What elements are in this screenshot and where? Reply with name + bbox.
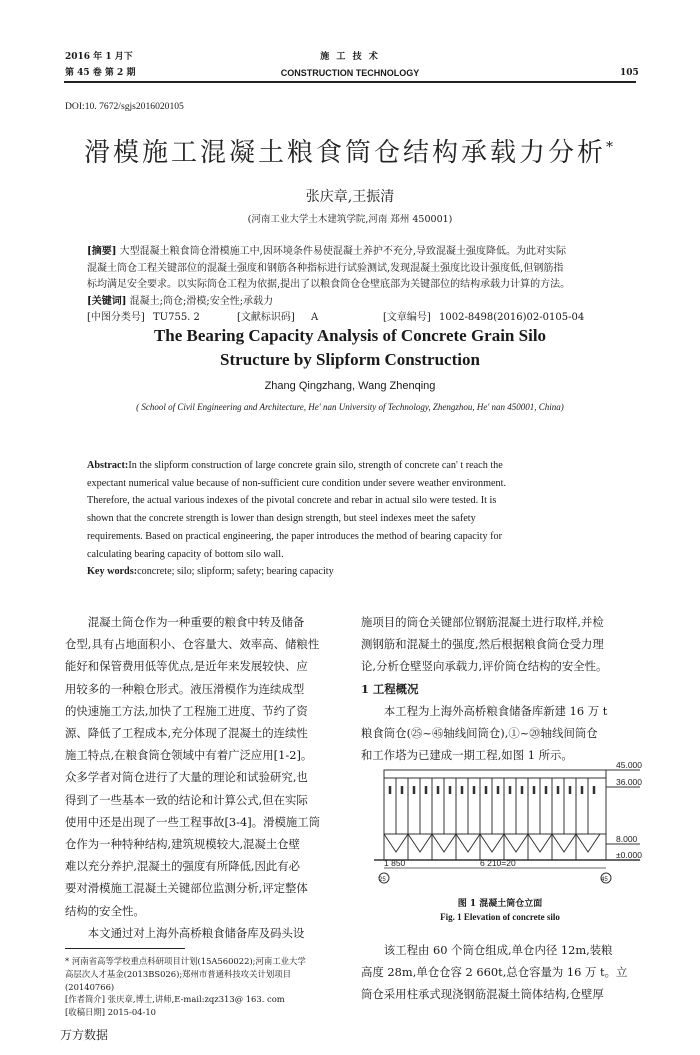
- abstract-en-label: Abstract:: [87, 460, 129, 471]
- figure-caption-en: Fig. 1 Elevation of concrete silo: [440, 912, 560, 922]
- body-line: 仓作为一种特种结构,建筑规模较大,混凝土仓壁: [65, 837, 301, 852]
- affiliation-en: ( School of Civil Engineering and Architecture, He' nan University of Technology, Zhengzhou, He' nan 450001, China): [136, 402, 564, 412]
- body-line: 众多学者对筒仓进行了大量的理论和试验研究,也: [65, 770, 308, 785]
- section-heading: 1 工程概况: [361, 681, 419, 696]
- title-en-line2: Structure by Slipform Construction: [220, 350, 480, 369]
- body-line: 测钢筋和混凝土的强度,然后根据粮食筒仓受力理: [361, 637, 604, 652]
- body-line: 的快速施工方法,加快了工程施工进度、节约了资: [65, 703, 308, 718]
- class-number: TU755. 2: [153, 312, 200, 323]
- axis-label-left: 25: [379, 877, 386, 883]
- page-number: 105: [620, 68, 639, 78]
- class-number-label: [中图分类号]: [87, 312, 145, 323]
- body-line: 使用中还是出现了一些工程事故[3-4]。滑模施工筒: [65, 814, 321, 829]
- body-line: 能好和保管费用低等优点,是近年来发展较快、应: [65, 659, 308, 674]
- body-line: 本文通过对上海外高桥粮食储备库及码头设: [87, 925, 305, 940]
- figure-caption-cn: 图 1 混凝土筒仓立面: [457, 899, 543, 909]
- silo-body: [384, 778, 606, 834]
- keywords-en: concrete; silo; slipform; safety; bearing capacity: [137, 566, 334, 578]
- doc-code-label: [文献标识码]: [237, 312, 295, 323]
- body-line: 该工程由 60 个筒仓组成,单仓内径 12m,装粮: [383, 943, 613, 957]
- footnote-rule: [65, 948, 185, 949]
- keywords-cn: 混凝土;筒仓;滑模;安全性;承载力: [129, 295, 274, 307]
- body-right-top: [361, 611, 639, 766]
- abstract-en-line: expectant numerical value because of non-sufficient cure condition under severe weather environment.: [87, 477, 507, 489]
- dimension-left-label: 1 850: [384, 858, 406, 868]
- body-line: 施项目的筒仓关键部位钢筋混凝土进行取样,并检: [361, 615, 604, 629]
- abstract-en-line: In the slipform construction of large concrete grain silo, strength of concrete can' t reach the: [128, 460, 503, 471]
- footnote-line: [收稿日期] 2015-04-10: [65, 1007, 156, 1018]
- level-label: 45.000: [616, 760, 642, 770]
- keywords-cn-label: [关键词]: [87, 295, 127, 307]
- issue-date: 2016 年 1 月下: [65, 52, 133, 62]
- authors-cn: 张庆章,王振清: [305, 189, 395, 205]
- body-line: 源、降低了工程成本,充分体现了混凝土的连续性: [65, 726, 308, 741]
- body-line: 用较多的一种粮仓形式。液压滑模作为连续成型: [65, 681, 305, 696]
- body-line: 高度 28m,单仓仓容 2 660t,总仓容量为 16 万 t。立: [361, 965, 628, 980]
- abstract-en-line: calculating bearing capacity of bottom silo wall.: [87, 548, 284, 560]
- authors-en: Zhang Qingzhang, Wang Zhenqing: [264, 380, 436, 392]
- abstract-cn-line: 标均满足安全要求。以实际筒仓工程为依据,提出了以粮食筒仓仓壁底部为关键部位的结构承载力计算的方法。: [87, 279, 571, 290]
- title-cn-text: 滑模施工混凝土粮食筒仓结构承载力分析: [83, 138, 606, 168]
- abstract-en-line: requirements. Based on practical engineering, the paper introduces the method of bearing capacity for: [87, 530, 502, 542]
- body-line: 仓型,具有占地面积小、仓容量大、效率高、储粮性: [65, 637, 320, 652]
- title-cn: [0, 132, 700, 169]
- body-line: 粮食筒仓(㉕~㊺轴线间筒仓),①~⑳轴线间筒仓: [361, 726, 598, 741]
- footnotes: [65, 955, 341, 1019]
- body-left-column: [65, 611, 341, 944]
- abstract-en-line: Therefore, the actual various indexes of the pivotal concrete and rebar in actual silo were tested. It is: [87, 495, 497, 507]
- silo-hoppers: [384, 834, 600, 852]
- article-number: 1002-8498(2016)02-0105-04: [439, 312, 585, 323]
- journal-name-cn: 施 工 技 术: [320, 52, 380, 62]
- article-number-label: [文章编号]: [383, 312, 431, 323]
- body-line: 论,分析仓壁竖向承载力,评价筒仓结构的安全性。: [361, 659, 608, 674]
- silo-top-gallery: [384, 770, 606, 778]
- affiliation-cn: (河南工业大学土木建筑学院,河南 郑州 450001): [247, 214, 453, 225]
- body-line: 混凝土筒仓作为一种重要的粮食中转及储备: [87, 615, 305, 629]
- title-en-line1: The Bearing Capacity Analysis of Concrete Grain Silo: [153, 326, 547, 345]
- journal-name-en: CONSTRUCTION TECHNOLOGY: [280, 68, 420, 78]
- doi: DOI:10. 7672/sgjs2016020105: [65, 101, 184, 112]
- abstract-en-line: shown that the concrete strength is lower than design strength, but steel indexes meet the safety: [87, 513, 476, 525]
- abstract-cn-label: [摘要]: [87, 246, 117, 257]
- abstract-en: [87, 457, 613, 581]
- body-line: 和工作塔为已建成一期工程,如图 1 所示。: [361, 748, 573, 763]
- dimension-mid-label: 6 210=20: [480, 858, 516, 868]
- body-line: 得到了一些基本一致的结论和计算公式,但在实际: [65, 792, 308, 807]
- level-label: 8.000: [616, 834, 638, 844]
- body-line: 要对滑模施工混凝土关键部位监测分析,评定整体: [65, 881, 308, 896]
- body-line: 结构的安全性。: [65, 903, 145, 918]
- level-label: ±0.000: [616, 850, 642, 860]
- volume-issue: 第 45 卷 第 2 期: [65, 68, 136, 78]
- abstract-cn-line: 混凝土筒仓工程关键部位的混凝土强度和钢筋各种指标进行试验测试,发现混凝土强度比设计强度低,但钢筋指: [87, 262, 564, 274]
- abstract-cn-line: 大型混凝土粮食筒仓滑模施工中,因环境条件易使混凝土养护不充分,导致混凝土强度降低。为此对实际: [119, 246, 567, 257]
- header-rule: [64, 81, 636, 83]
- footnote-line: 高层次人才基金(2013BS026);郑州市普通科技攻关计划项目: [65, 968, 292, 979]
- footnote-line: (20140766): [65, 981, 115, 992]
- body-line: 筒仓采用柱承式现浇钢筋混凝土筒体结构,仓壁厚: [361, 987, 604, 1002]
- body-line: 本工程为上海外高桥粮食储备库新建 16 万 t: [383, 703, 608, 718]
- footnote-line: * 河南省高等学校重点科研项目计划(15A560022);河南工业大学: [65, 956, 306, 966]
- silo-elevation-figure: [370, 760, 650, 885]
- doc-code: A: [311, 312, 319, 323]
- watermark: 万方数据: [60, 1028, 109, 1042]
- axis-label-right: 45: [601, 877, 608, 883]
- abstract-cn: [87, 244, 613, 326]
- title-footnote-mark: *: [606, 139, 616, 156]
- body-right-bottom: [361, 939, 639, 1006]
- body-line: 难以充分养护,混凝土的强度有所降低,因此有必: [65, 859, 301, 874]
- level-label: 36.000: [616, 777, 642, 787]
- footnote-line: [作者简介] 张庆章,博士,讲师,E-mail:zqz313@ 163. com: [65, 994, 285, 1005]
- keywords-en-label: Key words:: [87, 566, 138, 578]
- body-line: 施工特点,在粮食筒仓领域中有着广泛应用[1-2]。: [65, 748, 313, 763]
